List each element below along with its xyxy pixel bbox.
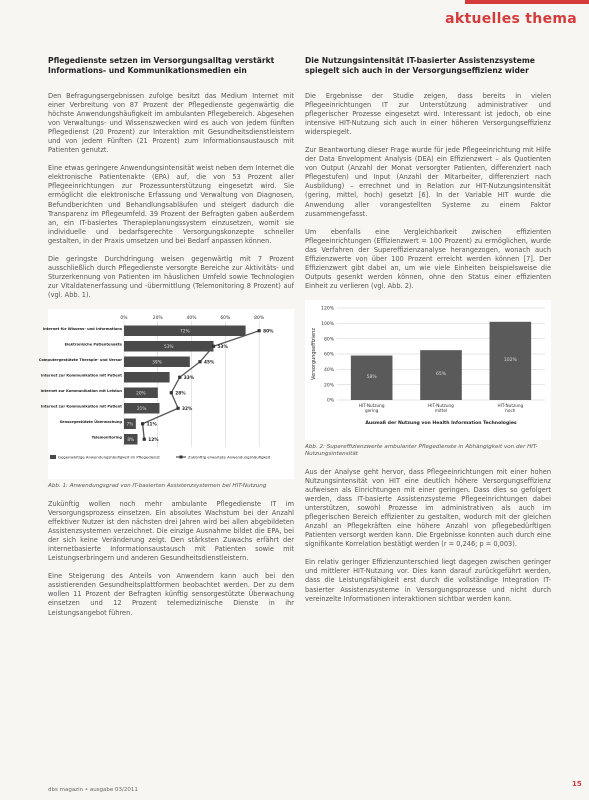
chart-1-bar-label: 53% — [163, 345, 174, 351]
right-paragraph: Um ebenfalls eine Vergleichbarkeit zwischen effizienten Pflegeeinrichtungen (Effizienzwert = 100 Prozent) zu ermöglichen, wurde das Verfahren der Supereffizienzanalyse herangezogen, wonach auch Effizienzwerte von über 100 Prozent erreicht werden können [7]. Der Effizienzwert gibt dabei an, um wie viele Einheiten beispielsweise die Outputs gesenkt werden können, ohne den Status einer effizienten Einheit zu verlieren (vgl. Abb. 2). — [305, 227, 551, 290]
chart-1-marker — [258, 329, 261, 332]
chart-2-category-label: HIT-Nutzung — [497, 402, 524, 408]
page-number: 15 — [572, 780, 582, 788]
chart-1-legend-item: Gegenwärtige Anwendungshäufigkeit im Pflegedienst — [58, 454, 160, 460]
right-paragraph: Die Ergebnisse der Studie zeigen, dass bereits in vielen Pflegeeinrichtungen IT zur Unterstützung administrativer und pflegerischer Prozesse eingesetzt wird. Interessant ist jedoch, ob eine intensive HIT-Nutzung sich auch in einer höheren Versorgungseffizienz widerspiegelt. — [305, 92, 551, 137]
chart-2-y-tick: 20% — [323, 383, 334, 389]
chart-1-x-tick: 60% — [220, 315, 231, 321]
chart-1-x-tick: 40% — [186, 315, 197, 321]
chart-1-x-tick: 80% — [254, 315, 265, 321]
chart-1-category-label: Sensorgestützte Überwachung — [59, 419, 122, 424]
chart-1-marker-label: 28% — [175, 391, 186, 397]
accent-bar — [465, 0, 589, 4]
chart-1-category-label: Computergestützte Therapie- und Versor — [38, 357, 122, 362]
left-paragraph: Die geringste Durchdringung weisen gegenwärtig mit 7 Prozent ausschließlich durch Pflegedienste versorgte Bereiche zur Aktivitäts- und Sturzerkennung von Patienten im häuslichen Umfeld sowie Technologien zur Vitaldatenerfassung und -übermittlung (Telemonitoring 8 Prozent) auf (vgl. Abb. 1). — [48, 254, 294, 299]
chart-1-category-label: Internet zur Kommunikation mit Patient — [40, 404, 122, 409]
chart-1-marker-label: 32% — [182, 406, 193, 412]
chart-1-marker-label: 53% — [217, 344, 228, 350]
chart-1-marker-label: 45% — [204, 360, 215, 366]
figure-1 — [38, 309, 294, 483]
chart-1-legend-swatch — [50, 455, 56, 459]
chart-1-bar — [124, 372, 170, 383]
chart-2-y-tick: 120% — [321, 306, 334, 312]
chart-2-y-tick: 60% — [323, 352, 334, 358]
left-paragraph: Eine etwas geringere Anwendungsintensität weist neben dem Internet die elektronische Patientenakte (EPA) auf, die von 53 Prozent aller Pflegeeinrichtungen zur Prozessunterstützung eingesetzt wird. Sie ermöglicht die elektronische Erfassung und Verwaltung von Diagnosen, Befundberichten und Behandlungsabläufen und steigert dadurch die Transparenz im Pflegeumfeld. 39 Prozent der Befragten gaben außerdem an, ein IT-basiertes Therapieplanungssystem einzusetzen, womit sie individuelle und bedarfsgerechte Versorgungskonzepte schneller gestalten, in der Praxis umsetzen und bei Bedarf anpassen können. — [48, 164, 294, 245]
chart-1-x-tick: 20% — [152, 315, 163, 321]
left-paragraph: Zukünftig wollen noch mehr ambulante Pflegedienste IT im Versorgungsprozess einsetzen. Ein absolutes Wachstum bei der Anzahl effektiver Nutzer ist den nächsten drei Jahren wird bei allen abgebildeten Assistenzsystemen verzeichnet. Die einzige Ausnahme bildet die EPA, bei der sich keine Veränderung zeigt. Den stärksten Zuwachs erfährt der internetbasierte Informationsaustausch mit Patienten sowie mit Leistungserbringern und anderen Gesundheitsdienstleistern. — [48, 499, 294, 563]
chart-1-marker-label: 33% — [183, 375, 195, 381]
left-paragraph: Eine Steigerung des Anteils von Anwendern kann auch bei den assistierenden Gesundheitsplattformen beobachtet werden. Der zu dem wollen 11 Prozent der Befragten künftig sensorgestützte Überwachung einsetzen und 12 Prozent telemedizinische Dienste in ihr Leistungsangebot führen. — [48, 572, 294, 617]
chart-1-category-label: Internet zur Kommunikation mit Leistun — [40, 388, 122, 393]
chart-1-category-label: Telemonitoring — [91, 435, 122, 440]
chart-2-x-axis-title: Ausmaß der Nutzung von Health Information Technologies — [365, 420, 517, 426]
chart-2-category-label: HIT-Nutzung — [428, 402, 454, 408]
chart-1-legend-item: Zukünftig erwartete Anwendungshäufigkeit — [188, 454, 271, 460]
right-paragraph: Aus der Analyse geht hervor, dass Pflegeeinrichtungen mit einer hohen Nutzungsintensität von HIT eine deutlich höhere Versorgungseffizienz aufweisen als Einrichtungen mit einer geringen. Dass dies so gefolgert werden, dass IT-basierte Assistenzsysteme Pflegeeinrichtungen dabei unterstützen, sowohl Prozesse im administrativen als auch im pflegerischen Bereich effizienter zu gestalten, wodurch mit der gleichen Anzahl an Pflegekräften eine höhere Anzahl von pflegebedürftigen Patienten versorgt werden kann. Die Ergebnisse konnten auch durch eine signifikante Korrelation bestätigt werden (r = 0,246; p = 0,003). — [305, 467, 551, 549]
chart-1-x-tick: 0% — [120, 315, 128, 321]
chart-1-bar-label: 7% — [126, 422, 134, 428]
chart-2-y-tick: 0% — [326, 398, 334, 404]
chart-1-bar-label: 20% — [136, 391, 146, 397]
chart-2-vertical-bars — [305, 300, 551, 440]
chart-2-y-tick: 100% — [321, 321, 334, 327]
chart-2-category-label: gering — [364, 407, 379, 413]
chart-1-legend-marker — [180, 455, 183, 458]
figure-2-caption: Abb. 2: Supereffizienzwerte ambulanter Pflegedienste in Abhängigkeit von der HIT-Nutzungsintensität — [305, 443, 538, 457]
chart-1-marker — [170, 391, 173, 394]
chart-1-marker — [141, 422, 144, 425]
chart-1-bar-label: 72% — [180, 329, 190, 335]
chart-1-marker — [212, 345, 215, 348]
left-heading: Pflegedienste setzen im Versorgungsalltag verstärkt Informations- und Kommunikationsmedien ein — [48, 56, 275, 75]
chart-2-bar-label: 102% — [503, 357, 517, 363]
footer-text: dbs magazin • ausgabe 03/2011 — [48, 787, 138, 793]
right-column — [305, 56, 551, 613]
chart-1-bar-label: 8% — [127, 438, 135, 444]
left-column — [38, 56, 294, 627]
chart-1-marker — [198, 360, 201, 363]
chart-2-y-tick: 80% — [323, 337, 334, 343]
figure-2 — [305, 300, 551, 444]
chart-1-category-label: Internet für Wissens- und Informations — [42, 326, 122, 331]
chart-2-category-label: hoch — [505, 407, 516, 413]
chart-2-category-label: HIT-Nutzung — [358, 402, 385, 408]
chart-1-horizontal-bars — [38, 309, 294, 479]
figure-1-caption: Abb. 1: Anwendungsgrad von IT-basierten Assistenzsystemen bei HIT-Nutzung — [48, 482, 267, 489]
chart-1-marker — [176, 407, 179, 410]
chart-2-category-label: mittel — [434, 407, 448, 413]
chart-1-bar-label: 39% — [152, 360, 162, 366]
chart-1-bar-label: 21% — [136, 407, 147, 413]
right-paragraph: Ein relativ geringer Effizienzunterschied liegt dagegen zwischen geringer und mittlerer HIT-Nutzung vor. Dies kann darauf zurückgeführt werden, dass die Leistungsfähigkeit erst durch die vollständige Integration IT-basierter Assistenzsysteme in Versorgungsprozesse und nicht durch vereinzelte Informationen interaktionen sichtbar werden kann. — [305, 558, 551, 603]
chart-1-marker-label: 80% — [263, 329, 274, 335]
chart-2-y-tick: 40% — [323, 367, 334, 373]
chart-1-category-label: Elektronische Patientenakte — [64, 342, 122, 347]
chart-2-bar-label: 58% — [366, 374, 377, 380]
chart-1-marker — [178, 376, 181, 379]
chart-1-marker-label: 12% — [148, 437, 159, 443]
left-paragraph: Den Befragungsergebnissen zufolge besitzt das Medium Internet mit einer Verbreitung von 87 Prozent der Pflegedienste gegenwärtig die höchste Anwendungshäufigkeit im ambulanten Pflegebereich. Abgesehen von Verwaltungs- und Wissenszwecken wird es auch von jedem fünften Pflegedienst (20 Prozent) zur Interaktion mit Gesundheitsdienstleistern und von jedem Fünften (21 Prozent) zum Informationsaustausch mit Patienten genutzt. — [48, 92, 294, 155]
chart-1-marker-label: 11% — [146, 422, 157, 428]
right-heading: Die Nutzungsintensität IT-basierter Assistenzsysteme spiegelt sich auch in der Versorgungseffizienz wider — [305, 56, 535, 75]
chart-2-y-axis-title: Versorgungseffizienz — [311, 327, 317, 380]
right-paragraph: Zur Beantwortung dieser Frage wurde für jede Pflegeeinrichtung mit Hilfe der Data Envelopment Analysis (DEA) ein Effizienzwert – als Quotienten von Output (Anzahl der Monat versorgter Patienten, differenziert nach Pflegestufen) und Input (Anzahl der Mitarbeiter, differenziert nach Ausbildung) – errechnet und in Relation zur HIT-Nutzungsintensität (gering, mittel, hoch) gesetzt [6]. In der Variable HIT wurde die Anwendung aller vorangestellten Systeme zu einem Faktor zusammengefasst. — [305, 146, 551, 218]
chart-1-marker — [143, 438, 146, 441]
chart-2-bar-label: 65% — [435, 372, 447, 378]
chart-1-category-label: Internet zur Kommunikation mit Patient — [40, 373, 122, 378]
section-brand: aktuelles thema — [445, 11, 577, 27]
